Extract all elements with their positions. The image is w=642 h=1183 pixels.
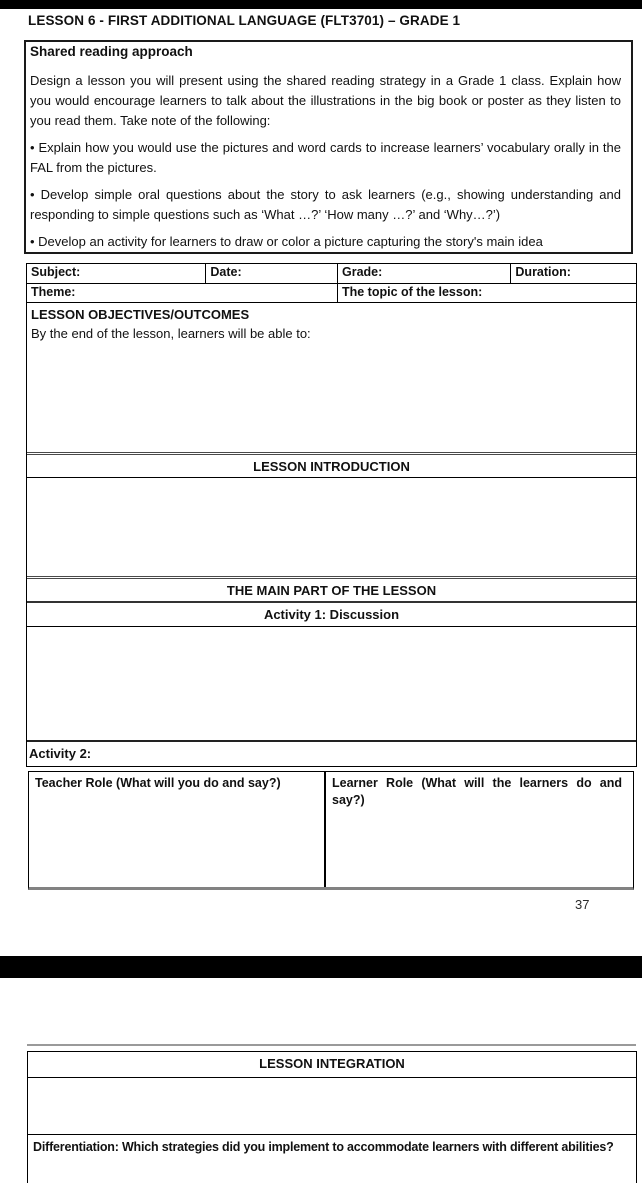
page-separator-bar: [0, 956, 642, 978]
subject-label: Subject:: [31, 265, 81, 279]
objectives-subtext: By the end of the lesson, learners will be able to:: [31, 325, 311, 341]
differentiation-cell: Differentiation: Which strategies did you implement to accommodate learners with different abilities?: [33, 1140, 614, 1154]
activity1-heading-row: Activity 1: Discussion: [27, 601, 636, 626]
assignment-brief-box: [24, 40, 633, 254]
brief-bullet-1: • Explain how you would use the pictures and word cards to increase learners’ vocabulary orally in the FAL from the pictures.: [30, 140, 621, 175]
scan-artifact-line: [27, 1044, 636, 1046]
roles-table: [28, 771, 634, 890]
grade-field-cell: [337, 264, 510, 283]
grade-label: Grade:: [341, 265, 383, 279]
document-title: LESSON 6 - FIRST ADDITIONAL LANGUAGE (FLT3701) – GRADE 1: [28, 13, 461, 28]
integration-empty-cell: [28, 1078, 636, 1135]
main-part-heading-row: THE MAIN PART OF THE LESSON: [27, 576, 636, 601]
page-number: 37: [575, 897, 590, 912]
plan-header-row: [27, 264, 636, 283]
activity1-empty-cell: [27, 626, 636, 741]
date-label: Date:: [210, 265, 242, 279]
theme-label: Theme:: [31, 284, 76, 299]
brief-bullet-2: • Develop simple oral questions about the story to ask learners (e.g., showing understanding and responding to simple questions such as ‘What …?’ ‘How many …?’ and ‘Why…?’): [30, 187, 621, 222]
theme-field-cell: [27, 284, 337, 302]
activity2-label-row: Activity 2:: [27, 740, 636, 766]
brief-intro-paragraph: Design a lesson you will present using the shared reading strategy in a Grade 1 class. Explain how you would encourage learners to talk about the illustrations in the big book or poster as they listen to you read them. Take note of the following:: [30, 73, 621, 128]
objectives-heading: LESSON OBJECTIVES/OUTCOMES: [31, 306, 250, 322]
page-top-bar: [0, 0, 642, 9]
topic-field-cell: [337, 284, 636, 302]
subject-field-cell: [27, 264, 205, 283]
topic-label: The topic of the lesson:: [341, 284, 483, 299]
duration-label: Duration:: [515, 265, 571, 279]
introduction-empty-cell: [27, 477, 636, 576]
learner-role-cell: [326, 772, 629, 887]
integration-heading-row: LESSON INTEGRATION: [28, 1052, 636, 1078]
theme-topic-row: [27, 283, 636, 302]
brief-heading: Shared reading approach: [30, 44, 193, 59]
learner-role-heading: Learner Role (What will the learners do and say?): [332, 776, 622, 807]
teacher-role-cell: [29, 772, 326, 887]
introduction-heading-row: LESSON INTRODUCTION: [27, 452, 636, 477]
date-field-cell: [205, 264, 337, 283]
objectives-cell: [27, 302, 636, 452]
lesson-plan-table: [26, 263, 637, 767]
teacher-role-heading: Teacher Role (What will you do and say?): [35, 776, 281, 790]
lesson-integration-table: [27, 1051, 637, 1183]
brief-bullet-3: • Develop an activity for learners to draw or color a picture capturing the story's main idea: [30, 234, 543, 249]
duration-field-cell: [510, 264, 636, 283]
